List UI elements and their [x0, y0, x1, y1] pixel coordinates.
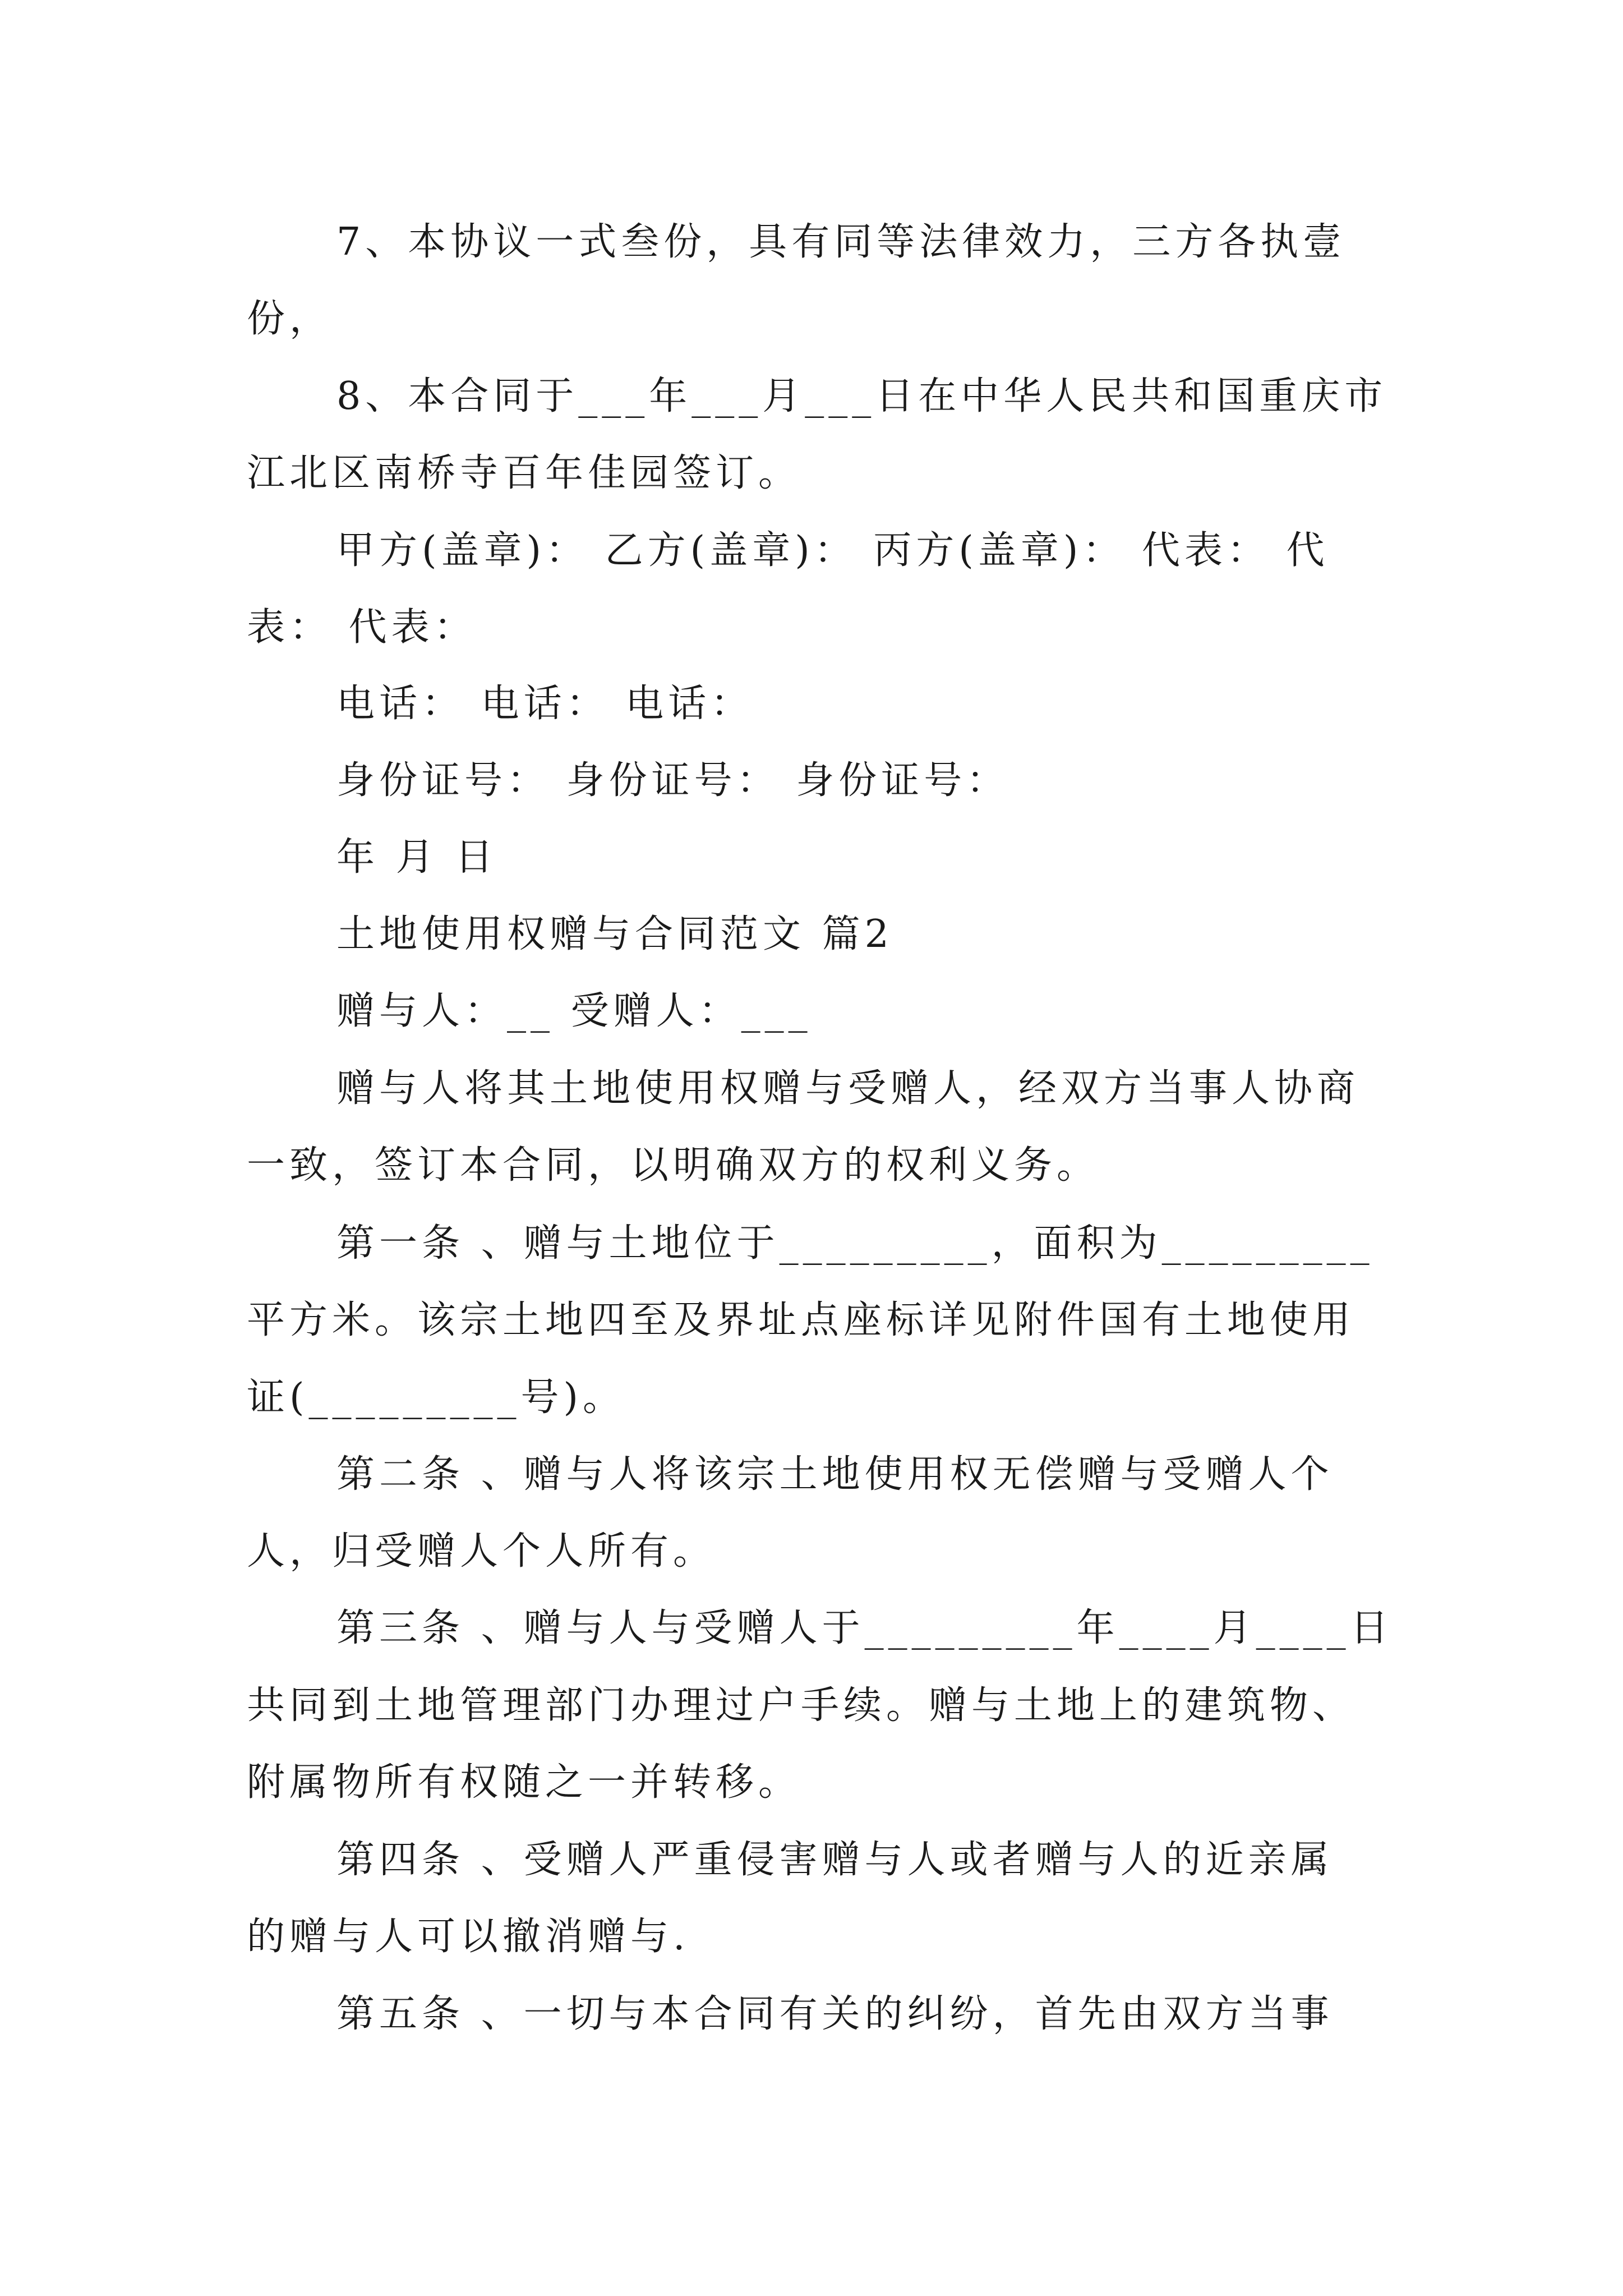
- article-2-line-2: 人，归受赠人个人所有。: [247, 1529, 716, 1573]
- article-2-line-1: 第二条 、赠与人将该宗土地使用权无偿赠与受赠人个: [336, 1452, 1334, 1497]
- article-1-line-2: 平方米。该宗土地四至及界址点座标详见附件国有土地使用: [247, 1298, 1355, 1342]
- clause-7-line-2: 份，: [247, 297, 333, 341]
- article-3-line-2: 共同到土地管理部门办理过户手续。赠与土地上的建筑物、: [247, 1683, 1355, 1728]
- clause-7-line-1: 7、本协议一式叁份，具有同等法律效力，三方各执壹: [336, 220, 1346, 264]
- article-3-line-1: 第三条 、赠与人与受赠人于_________年____月____日: [336, 1606, 1393, 1650]
- date-line: 年 月 日: [336, 835, 498, 880]
- signature-line-1: 甲方(盖章)： 乙方(盖章)： 丙方(盖章)： 代表： 代: [336, 528, 1329, 573]
- phone-line: 电话： 电话： 电话：: [336, 682, 754, 726]
- article-4-line-2: 的赠与人可以撤消赠与.: [247, 1915, 690, 1959]
- article-3-line-3: 附属物所有权随之一并转移。: [247, 1760, 801, 1805]
- signature-line-2: 表： 代表：: [247, 605, 477, 650]
- article-5-line-1: 第五条 、一切与本合同有关的纠纷，首先由双方当事: [336, 1992, 1334, 2036]
- preamble-line-2: 一致，签订本合同，以明确双方的权利义务。: [247, 1143, 1100, 1188]
- clause-8-line-2: 江北区南桥寺百年佳园签订。: [247, 451, 801, 495]
- id-number-line: 身份证号： 身份证号： 身份证号：: [336, 758, 1009, 803]
- article-1-line-3: 证(_________号)。: [247, 1375, 626, 1420]
- preamble-line-1: 赠与人将其土地使用权赠与受赠人，经双方当事人协商: [336, 1066, 1360, 1111]
- section-title: 土地使用权赠与合同范文 篇2: [336, 912, 893, 956]
- clause-8-line-1: 8、本合同于___年___月___日在中华人民共和国重庆市: [336, 374, 1387, 418]
- article-1-line-1: 第一条 、赠与土地位于_________，面积为_________: [336, 1221, 1374, 1266]
- parties-line: 赠与人：__ 受赠人：___: [336, 989, 812, 1033]
- article-4-line-1: 第四条 、受赠人严重侵害赠与人或者赠与人的近亲属: [336, 1838, 1334, 1882]
